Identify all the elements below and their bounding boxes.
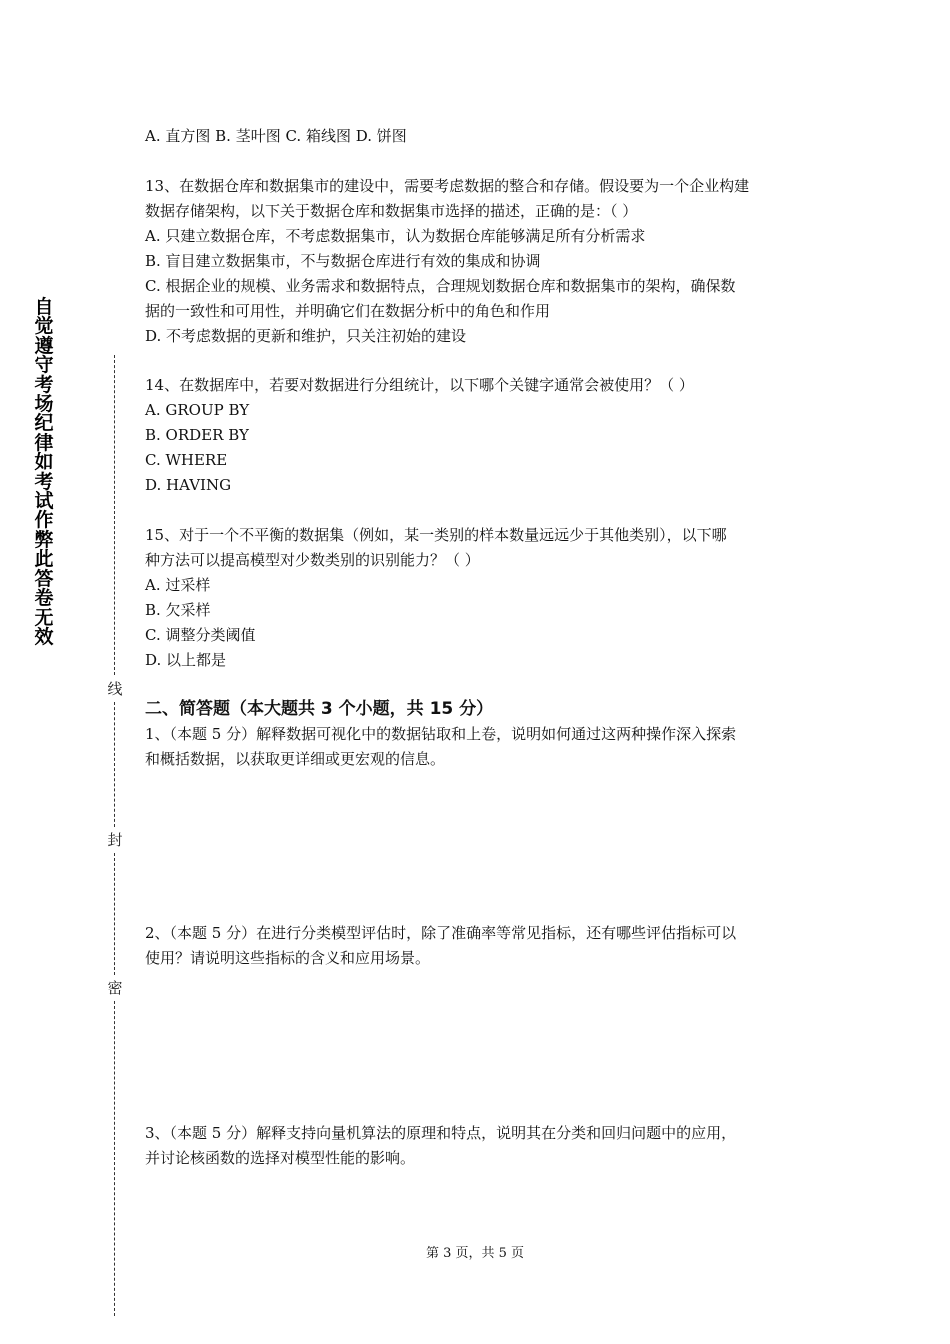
q14-option-b: B. ORDER BY [145,426,249,444]
q13-option-d: D. 不考虑数据的更新和维护，只关注初始的建设 [145,327,467,345]
section2-heading: 二、简答题（本大题共 3 个小题，共 15 分） [145,699,494,719]
s2-q2-line2: 使用？请说明这些指标的含义和应用场景。 [145,949,431,967]
page-number-footer: 第 3 页，共 5 页 [425,1246,525,1261]
q15-option-d: D. 以上都是 [145,651,227,669]
q14-stem: 14、在数据库中，若要对数据进行分组统计，以下哪个关键字通常会被使用？（ ） [145,376,694,394]
binding-dashed-line [114,1001,115,1316]
s2-q3-line2: 并讨论核函数的选择对模型性能的影响。 [145,1149,416,1167]
q13-option-c-line2: 据的一致性和可用性，并明确它们在数据分析中的角色和作用 [145,302,551,320]
binding-dashed-line [114,853,115,975]
exam-discipline-warning: 自觉遵守考场纪律如考试作弊此答卷无效 [34,296,54,648]
q14-option-d: D. HAVING [145,476,232,494]
q13-stem-line1: 13、在数据仓库和数据集市的建设中，需要考虑数据的整合和存储。假设要为一个企业构建 [145,177,750,195]
binding-label-mi: 密 [104,979,126,997]
s2-q3-line1: 3、（本题 5 分）解释支持向量机算法的原理和特点，说明其在分类和回归问题中的应用， [145,1124,737,1142]
q13-option-b: B. 盲目建立数据集市，不与数据仓库进行有效的集成和协调 [145,252,541,270]
binding-label-feng: 封 [104,831,126,849]
binding-dashed-line [114,355,115,675]
q15-option-a: A. 过采样 [145,576,211,594]
q15-stem-line2: 种方法可以提高模型对少数类别的识别能力？（ ） [145,551,480,569]
binding-label-xian: 线 [104,680,126,698]
s2-q2-line1: 2、（本题 5 分）在进行分类模型评估时，除了准确率等常见指标，还有哪些评估指标可以 [145,924,737,942]
q14-option-a: A. GROUP BY [145,401,250,419]
q12-options: A. 直方图 B. 茎叶图 C. 箱线图 D. 饼图 [145,127,407,145]
binding-dashed-line [114,702,115,827]
q14-option-c: C. WHERE [145,451,228,469]
s2-q1-line2: 和概括数据，以获取更详细或更宏观的信息。 [145,750,446,768]
q13-option-a: A. 只建立数据仓库，不考虑数据集市，认为数据仓库能够满足所有分析需求 [145,227,646,245]
q13-option-c-line1: C. 根据企业的规模、业务需求和数据特点，合理规划数据仓库和数据集市的架构，确保数 [145,277,736,295]
q15-stem-line1: 15、对于一个不平衡的数据集（例如，某一类别的样本数量远远少于其他类别），以下哪 [145,526,727,544]
q15-option-c: C. 调整分类阈值 [145,626,256,644]
s2-q1-line1: 1、（本题 5 分）解释数据可视化中的数据钻取和上卷，说明如何通过这两种操作深入探索 [145,725,737,743]
q15-option-b: B. 欠采样 [145,601,211,619]
q13-stem-line2: 数据存储架构，以下关于数据仓库和数据集市选择的描述，正确的是：（ ） [145,202,638,220]
